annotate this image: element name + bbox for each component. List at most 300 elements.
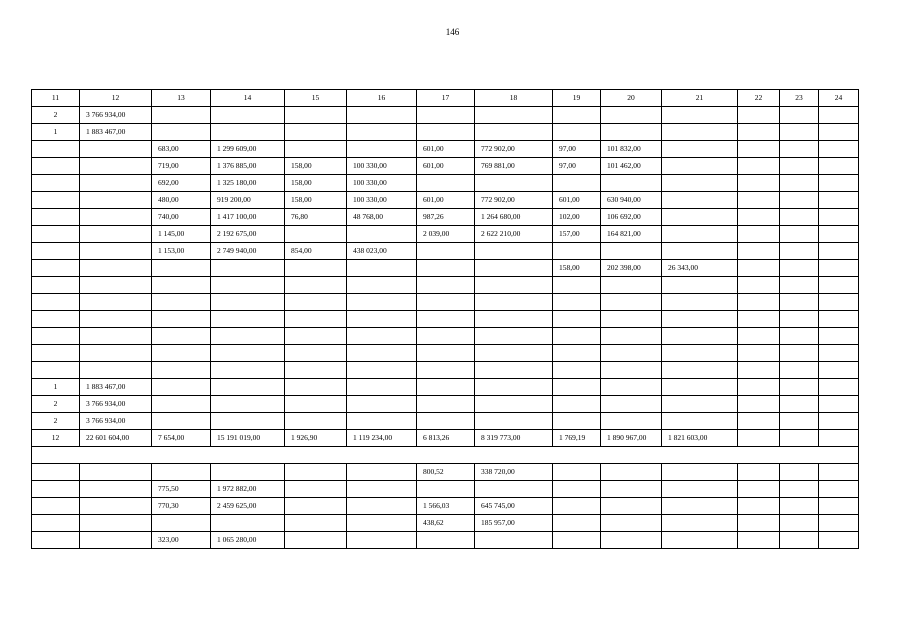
table-cell: 101 462,00 — [601, 158, 662, 175]
table-cell — [662, 362, 738, 379]
table-cell: 601,00 — [417, 141, 475, 158]
table-row — [32, 498, 859, 515]
table-row — [32, 277, 859, 294]
table-cell — [417, 447, 475, 464]
table-cell — [662, 311, 738, 328]
table-cell: 630 940,00 — [601, 192, 662, 209]
table-cell — [211, 345, 285, 362]
table-cell: 102,00 — [553, 209, 601, 226]
column-header: 13 — [152, 90, 211, 107]
table-cell: 770,30 — [152, 498, 211, 515]
table-cell — [475, 532, 553, 549]
table-row — [32, 413, 859, 430]
table-cell: 769 881,00 — [475, 158, 553, 175]
table-cell — [601, 345, 662, 362]
table-cell: 1 883 467,00 — [80, 124, 152, 141]
table-cell: 6 813,26 — [417, 430, 475, 447]
table-row — [32, 107, 859, 124]
table-cell — [662, 532, 738, 549]
table-cell — [285, 464, 347, 481]
table-cell — [80, 515, 152, 532]
table-cell: 101 832,00 — [601, 141, 662, 158]
column-header: 11 — [32, 90, 80, 107]
table-cell — [601, 328, 662, 345]
table-cell — [601, 175, 662, 192]
table-row — [32, 515, 859, 532]
table-cell — [780, 175, 819, 192]
table-cell — [417, 481, 475, 498]
table-cell — [347, 464, 417, 481]
table-cell: 323,00 — [152, 532, 211, 549]
table-cell — [780, 498, 819, 515]
table-row — [32, 311, 859, 328]
table-cell — [211, 396, 285, 413]
table-cell: 1 376 885,00 — [211, 158, 285, 175]
table-cell: 438,62 — [417, 515, 475, 532]
table-cell — [32, 464, 80, 481]
table-cell: 158,00 — [285, 175, 347, 192]
table-cell — [553, 277, 601, 294]
table-row — [32, 141, 859, 158]
table-cell — [553, 515, 601, 532]
table-cell: 2 622 210,00 — [475, 226, 553, 243]
table-cell — [780, 345, 819, 362]
table-cell — [417, 277, 475, 294]
column-header: 19 — [553, 90, 601, 107]
table-cell — [211, 379, 285, 396]
table-cell — [80, 243, 152, 260]
table-cell: 100 330,00 — [347, 158, 417, 175]
table-cell — [819, 141, 859, 158]
table-row — [32, 481, 859, 498]
table-cell — [347, 124, 417, 141]
table-cell — [32, 226, 80, 243]
table-cell — [32, 141, 80, 158]
table-cell — [819, 396, 859, 413]
table-cell — [601, 396, 662, 413]
table-cell — [152, 345, 211, 362]
table-cell — [211, 413, 285, 430]
table-cell — [80, 277, 152, 294]
table-cell: 719,00 — [152, 158, 211, 175]
table-cell — [662, 243, 738, 260]
data-table — [31, 89, 859, 549]
table-cell — [347, 515, 417, 532]
column-header: 21 — [662, 90, 738, 107]
header-row — [32, 90, 859, 107]
table-cell — [738, 260, 780, 277]
table-cell — [601, 481, 662, 498]
table-cell — [475, 294, 553, 311]
table-row — [32, 175, 859, 192]
table-cell — [780, 379, 819, 396]
table-cell — [601, 362, 662, 379]
table-cell — [285, 481, 347, 498]
table-cell: 2 749 940,00 — [211, 243, 285, 260]
table-row — [32, 158, 859, 175]
table-cell — [80, 175, 152, 192]
table-cell — [553, 464, 601, 481]
table-cell — [819, 447, 859, 464]
table-cell — [211, 107, 285, 124]
table-cell — [662, 124, 738, 141]
table-cell — [738, 345, 780, 362]
table-cell — [285, 447, 347, 464]
table-cell — [32, 515, 80, 532]
table-cell — [80, 481, 152, 498]
column-header: 17 — [417, 90, 475, 107]
table-cell — [417, 294, 475, 311]
table-cell — [738, 532, 780, 549]
table-row — [32, 192, 859, 209]
table-cell: 854,00 — [285, 243, 347, 260]
table-cell — [80, 362, 152, 379]
table-row — [32, 243, 859, 260]
table-cell — [780, 124, 819, 141]
table-cell — [819, 362, 859, 379]
table-cell: 1 417 100,00 — [211, 209, 285, 226]
table-cell: 100 330,00 — [347, 192, 417, 209]
table-cell: 48 768,00 — [347, 209, 417, 226]
table-cell — [601, 294, 662, 311]
table-cell — [738, 124, 780, 141]
table-cell — [32, 345, 80, 362]
table-cell — [475, 362, 553, 379]
table-cell — [819, 345, 859, 362]
table-cell — [662, 209, 738, 226]
table-cell: 97,00 — [553, 141, 601, 158]
column-header: 23 — [780, 90, 819, 107]
table-cell — [80, 141, 152, 158]
table-cell — [601, 124, 662, 141]
table-cell — [553, 107, 601, 124]
table-cell: 202 398,00 — [601, 260, 662, 277]
table-cell — [601, 413, 662, 430]
table-cell — [819, 464, 859, 481]
table-cell — [32, 260, 80, 277]
table-cell — [417, 311, 475, 328]
table-cell: 158,00 — [553, 260, 601, 277]
table-cell: 740,00 — [152, 209, 211, 226]
table-cell — [475, 107, 553, 124]
table-row — [32, 396, 859, 413]
table-cell — [819, 175, 859, 192]
table-cell — [780, 532, 819, 549]
table-cell — [32, 481, 80, 498]
table-cell: 601,00 — [417, 192, 475, 209]
table-cell: 800,52 — [417, 464, 475, 481]
table-cell — [285, 226, 347, 243]
table-cell — [780, 447, 819, 464]
table-cell — [211, 464, 285, 481]
table-row — [32, 226, 859, 243]
table-cell — [475, 311, 553, 328]
table-cell: 692,00 — [152, 175, 211, 192]
table-cell — [601, 379, 662, 396]
table-cell — [780, 362, 819, 379]
table-cell — [80, 311, 152, 328]
table-cell: 1 325 180,00 — [211, 175, 285, 192]
table-cell — [738, 107, 780, 124]
table-cell: 1 299 609,00 — [211, 141, 285, 158]
table-cell: 772 902,00 — [475, 192, 553, 209]
table-cell — [780, 328, 819, 345]
table-cell — [738, 294, 780, 311]
table-cell — [32, 447, 80, 464]
table-cell — [285, 396, 347, 413]
column-header: 24 — [819, 90, 859, 107]
table-cell: 7 654,00 — [152, 430, 211, 447]
table-cell: 338 720,00 — [475, 464, 553, 481]
table-cell — [780, 277, 819, 294]
table-cell — [211, 447, 285, 464]
table-cell: 12 — [32, 430, 80, 447]
table-cell — [662, 107, 738, 124]
table-cell — [662, 328, 738, 345]
table-cell — [80, 464, 152, 481]
table-cell — [601, 243, 662, 260]
table-cell — [285, 277, 347, 294]
table-cell — [32, 294, 80, 311]
table-cell — [553, 243, 601, 260]
table-cell — [417, 175, 475, 192]
table-cell — [738, 277, 780, 294]
table-cell — [152, 294, 211, 311]
table-cell — [662, 413, 738, 430]
table-cell — [211, 362, 285, 379]
table-cell — [152, 124, 211, 141]
table-cell — [475, 175, 553, 192]
table-cell: 164 821,00 — [601, 226, 662, 243]
table-cell — [553, 345, 601, 362]
table-cell: 1 — [32, 379, 80, 396]
table-cell — [32, 532, 80, 549]
table-cell — [475, 243, 553, 260]
table-cell: 645 745,00 — [475, 498, 553, 515]
table-cell: 158,00 — [285, 192, 347, 209]
table-cell — [819, 498, 859, 515]
table-cell — [211, 260, 285, 277]
table-cell: 2 459 625,00 — [211, 498, 285, 515]
table-cell — [780, 260, 819, 277]
table-cell — [211, 124, 285, 141]
table-cell — [32, 498, 80, 515]
table-cell — [80, 260, 152, 277]
table-cell — [285, 107, 347, 124]
table-cell — [80, 192, 152, 209]
table-cell — [780, 413, 819, 430]
table-cell — [347, 379, 417, 396]
table-cell — [738, 430, 780, 447]
table-cell — [662, 396, 738, 413]
table-cell: 15 191 019,00 — [211, 430, 285, 447]
table-cell — [553, 379, 601, 396]
column-header: 16 — [347, 90, 417, 107]
table-cell — [601, 107, 662, 124]
table-cell — [417, 396, 475, 413]
table-cell — [211, 311, 285, 328]
table-cell — [738, 243, 780, 260]
table-cell: 1 119 234,00 — [347, 430, 417, 447]
table-cell — [211, 328, 285, 345]
table-cell — [475, 481, 553, 498]
table-cell — [475, 447, 553, 464]
table-row — [32, 464, 859, 481]
table-cell — [780, 226, 819, 243]
table-cell: 2 039,00 — [417, 226, 475, 243]
table-cell — [347, 447, 417, 464]
table-cell — [780, 464, 819, 481]
table-cell — [80, 328, 152, 345]
table-cell — [80, 498, 152, 515]
table-cell — [152, 379, 211, 396]
table-cell — [475, 396, 553, 413]
table-cell — [152, 311, 211, 328]
table-row — [32, 124, 859, 141]
table-cell — [819, 124, 859, 141]
table-cell — [32, 362, 80, 379]
table-cell — [738, 413, 780, 430]
table-cell — [738, 379, 780, 396]
table-cell: 97,00 — [553, 158, 601, 175]
table-cell: 683,00 — [152, 141, 211, 158]
table-cell — [738, 481, 780, 498]
table-cell — [780, 192, 819, 209]
table-cell — [347, 328, 417, 345]
table-cell — [601, 532, 662, 549]
table-cell — [738, 311, 780, 328]
table-cell: 1 145,00 — [152, 226, 211, 243]
table-cell — [32, 158, 80, 175]
table-cell — [662, 277, 738, 294]
table-cell — [475, 413, 553, 430]
table-cell — [211, 294, 285, 311]
table-cell — [152, 447, 211, 464]
table-cell — [80, 447, 152, 464]
table-cell — [285, 141, 347, 158]
table-cell — [662, 175, 738, 192]
table-row — [32, 260, 859, 277]
table-cell: 1 972 882,00 — [211, 481, 285, 498]
table-cell — [417, 362, 475, 379]
table-cell — [553, 124, 601, 141]
table-cell: 157,00 — [553, 226, 601, 243]
page-number: 146 — [445, 27, 460, 37]
table-cell: 772 902,00 — [475, 141, 553, 158]
table-cell — [662, 192, 738, 209]
table-cell: 2 192 675,00 — [211, 226, 285, 243]
table-cell: 2 — [32, 396, 80, 413]
table-cell — [780, 158, 819, 175]
table-cell — [819, 532, 859, 549]
table-cell — [152, 328, 211, 345]
table-cell: 480,00 — [152, 192, 211, 209]
table-cell — [819, 430, 859, 447]
table-row — [32, 345, 859, 362]
table-cell — [553, 532, 601, 549]
column-header: 22 — [738, 90, 780, 107]
table-cell: 1 566,03 — [417, 498, 475, 515]
table-cell — [347, 107, 417, 124]
table-cell — [475, 260, 553, 277]
table-cell — [80, 226, 152, 243]
table-cell — [738, 515, 780, 532]
table-cell — [738, 192, 780, 209]
table-cell — [819, 107, 859, 124]
table-cell — [152, 260, 211, 277]
table-cell — [601, 311, 662, 328]
table-cell — [285, 345, 347, 362]
table-cell: 601,00 — [553, 192, 601, 209]
table-cell — [780, 107, 819, 124]
table-cell — [780, 141, 819, 158]
column-header: 15 — [285, 90, 347, 107]
table-cell — [475, 124, 553, 141]
table-cell — [417, 328, 475, 345]
table-cell — [347, 481, 417, 498]
table-cell — [347, 396, 417, 413]
table-cell — [347, 277, 417, 294]
table-cell: 26 343,00 — [662, 260, 738, 277]
table-cell — [738, 175, 780, 192]
table-cell — [601, 498, 662, 515]
table-cell — [553, 498, 601, 515]
table-cell — [662, 447, 738, 464]
table-cell — [819, 515, 859, 532]
table-cell — [32, 175, 80, 192]
table-cell: 1 769,19 — [553, 430, 601, 447]
table-cell — [417, 260, 475, 277]
table-cell — [780, 481, 819, 498]
table-cell — [417, 345, 475, 362]
table-cell — [662, 158, 738, 175]
table-cell — [819, 311, 859, 328]
column-header: 18 — [475, 90, 553, 107]
table-row — [32, 532, 859, 549]
table-cell: 22 601 604,00 — [80, 430, 152, 447]
table-cell — [285, 362, 347, 379]
table-cell — [662, 515, 738, 532]
table-cell — [601, 515, 662, 532]
table-cell — [285, 515, 347, 532]
table-cell — [780, 515, 819, 532]
table-cell: 919 200,00 — [211, 192, 285, 209]
table-cell — [662, 498, 738, 515]
table-cell — [819, 328, 859, 345]
table-cell — [347, 311, 417, 328]
table-cell: 1 821 603,00 — [662, 430, 738, 447]
table-cell — [347, 498, 417, 515]
table-cell — [152, 107, 211, 124]
table-cell — [819, 209, 859, 226]
table-cell — [285, 413, 347, 430]
table-cell — [780, 311, 819, 328]
table-row — [32, 209, 859, 226]
table-cell — [285, 311, 347, 328]
table-cell — [347, 260, 417, 277]
table-cell: 1 926,90 — [285, 430, 347, 447]
table-cell — [347, 532, 417, 549]
table-cell — [32, 209, 80, 226]
table-cell — [80, 294, 152, 311]
table-cell: 1 890 967,00 — [601, 430, 662, 447]
table-cell — [152, 396, 211, 413]
table-row — [32, 430, 859, 447]
table-cell — [553, 294, 601, 311]
table-cell — [211, 277, 285, 294]
table-cell — [819, 277, 859, 294]
table-cell: 106 692,00 — [601, 209, 662, 226]
